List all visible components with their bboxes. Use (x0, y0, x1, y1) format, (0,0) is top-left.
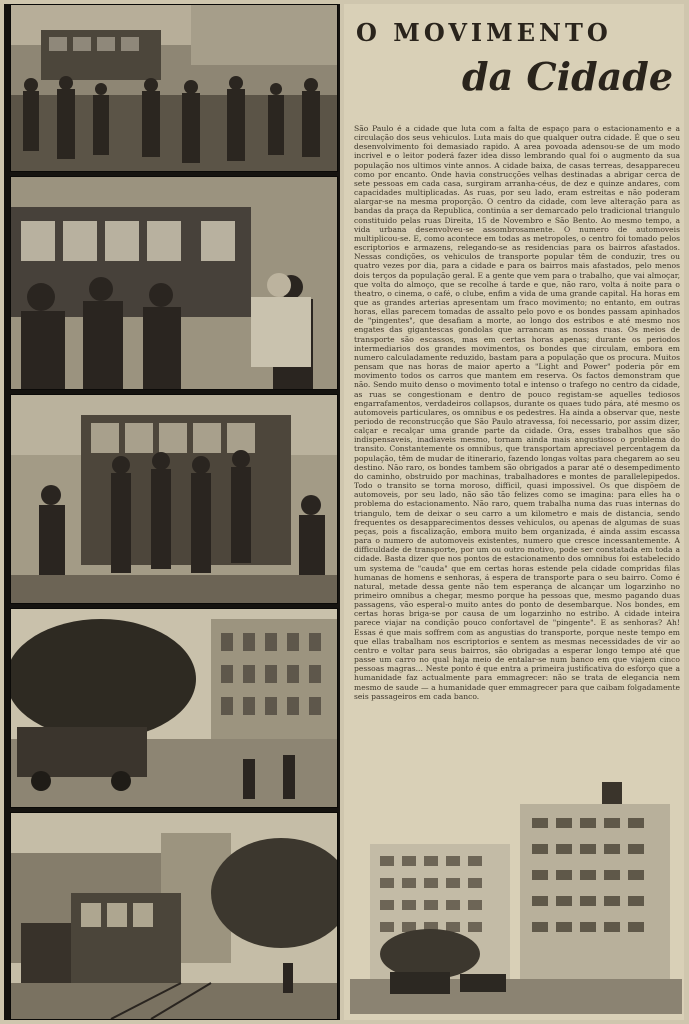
photo-tram-on-street (10, 812, 338, 1020)
article-body: São Paulo é a cidade que luta com a falta de espaço para o estacionamento e a circulação dos seus vehiculos. Luta mais do que qualquer outra cidade. É que o seu desenvolvimento foi demasiado rapido. A area povoada adensou-se de um modo incrivel e o leitor poderá fazer idea disso lembrando qual foi o augmento da sua população nos ultimos vinte annos. A cidade baixa, de casas terreas, desappareceu como por encanto. Onde havia construcções velhas destinadas a abrigar cerca de sete pessoas em cada casa, surgiram arranha-céus, de dez e quinze andares, com capacidades multiplicadas. As ruas, por seu lado, eram estreitas e não poderam alargar-se na mesma proporção. O centro da cidade, com leve alteração para as bandas da praça da Republica, continúa a ser demarcado pelo tradicional triangulo constituido pelas ruas Direita, 15 de Novembro e São Bento. Ao mesmo tempo, a vida urbana desenvolveu-se assombrosamente. O numero de automoveis multiplicou-se. E, como acontece em todas as metropoles, o centro foi tomado pelos escriptorios e armazens, relegando-se as residencias para os bairros afastados. Nessas condições, os vehiculos de transporte popular têm de conduzir, tres ou quatro vezes por dia, para a cidade e para os bairros mais afastados, pelo menos dois terços da população geral. E a gente que vem para o trabalho, que vai almoçar, que volta do almoço, que se recolhe á tarde e que, não raro, volta á noite para o theatro, o cinema, o café, o clube, enfim a vida de uma grande capital. Ha horas em que as grandes arterias apresentam um fraco movimento; no entanto, em outras horas, ellas parecem tomadas de assalto pelo povo e os bondes passam apinhados de "pingentes", que desafiam a morte, ao longo dos estribos e até mesmo nos engates das gigantescas gondolas que arrancam as nossas ruas. Os meios de transporte são escassos, mas em certas horas apenas; durante os periodos intermediarios dos grandes movimentos, os bondes que circulam, embora em numero calculadamente reduzido, bastam para a população que os procura. Muitos pensam que nas horas de maior aperto a "Light and Power" poderia pôr em movimento todos os carros que mantem em reserva. Os factos demonstram que não. Sendo muito denso o movimento total e intenso o trafego no centro da cidade, as ruas se congestionam e dentro de pouco registam-se aquelles tediosos engarrafamentos, verdadeiros collapsos, durante os quaes tudo pára, até mesmo os automoveis particulares, os omnibus e os pedestres. Ha ainda a observar que, neste periodo de reconstrucção que São Paulo atravessa, foi necessario, por assim dizer, calçar e recalçar uma grande parte da cidade. Ora, esses trabalhos que são indispensaveis, inadiaveis mesmo, tornam ainda mais angustioso o problema do transito. Constantemente os omnibus, que transportam apreciavel percentagem da população, têm de mudar de itinerario, fazendo longas voltas para chegarem ao seu destino. Não raro, os bondes tambem são obrigados a parar até o desempedimento do caminho, obstruido por machinas, trabalhadores e montes de parallelepipedos. Todo o transito se torna moroso, difficil, quasi impossivel. Os que dispõem de automoveis, por seu lado, não são tão felizes como se imagina: para elles ha o problema do estacionamento. Não raro, quem trabalha numa das ruas internas do triangulo, tem de deixar o seu carro a um kilometro e mais de distancia, sendo frequentes os desapparecimentos desses vehiculos, ou apenas de algumas de suas peças, pois a fiscalização, embora muito bem organizada, é ainda assim escassa para o numero de automoveis existentes, numero que cresce incessantemente. A difficuldade de transporte, por um ou outro motivo, pode ser constatada em toda a cidade. Basta dizer que nos pontos de estacionamento dos omnibus foi estabelecido um systema de "cauda" que em certas horas estende pela cidade compridas filas humanas de homens e senhoras, á espera de transporte para o seu bairro. Como é natural, metade dessa gente não tem esperança de alcançar um logarzinho no primeiro omnibus a chegar, mesmo porque ha pessoas que, mesmo pagando duas passagens, vão esperal-o muito antes do ponto de desembarque. Nos bondes, em certas horas briga-se por causa de um logarzinho no estribo. A cidade inteira parece viajar na condição pouco confortavel de "pingente". E as senhoras? Ah! Essas é que mais soffrem com as angustias do transporte, porque neste tempo em que ellas trabalham nos escriptorios e sentem as mesmas necessidades de vir ao centro e voltar para seus bairros, são obrigadas a esperar longo tempo até que passe um carro no qual haja meio de entalar-se num banco em que viajem cinco pessoas magras... Neste ponto é que entra a primeira justificativa do esforço que a humanidade faz actualmente para emmagrecer: não se trata de elegancia nem mesmo de saude — a humanidade quer emmagrecer para que caibam folgadamente seis passageiros em cada banco. (354, 124, 680, 701)
photo-skyscrapers-image (350, 774, 682, 1014)
photo-column (4, 4, 340, 1020)
photo-crowd-at-tram-image (11, 5, 337, 171)
photo-tram-passengers (10, 176, 338, 390)
headline-line2: da Cidade (462, 54, 674, 99)
photo-overloaded-tram-image (11, 395, 337, 603)
photo-crowd-at-tram (10, 4, 338, 172)
headline-line1: O MOVIMENTO (356, 18, 612, 47)
photo-park-and-buildings-image (11, 609, 337, 807)
article-column (344, 4, 684, 1020)
photo-skyscrapers (350, 774, 682, 1014)
photo-tram-passengers-image (11, 177, 337, 389)
photo-park-and-buildings (10, 608, 338, 808)
photo-overloaded-tram (10, 394, 338, 604)
photo-tram-on-street-image (11, 813, 337, 1019)
